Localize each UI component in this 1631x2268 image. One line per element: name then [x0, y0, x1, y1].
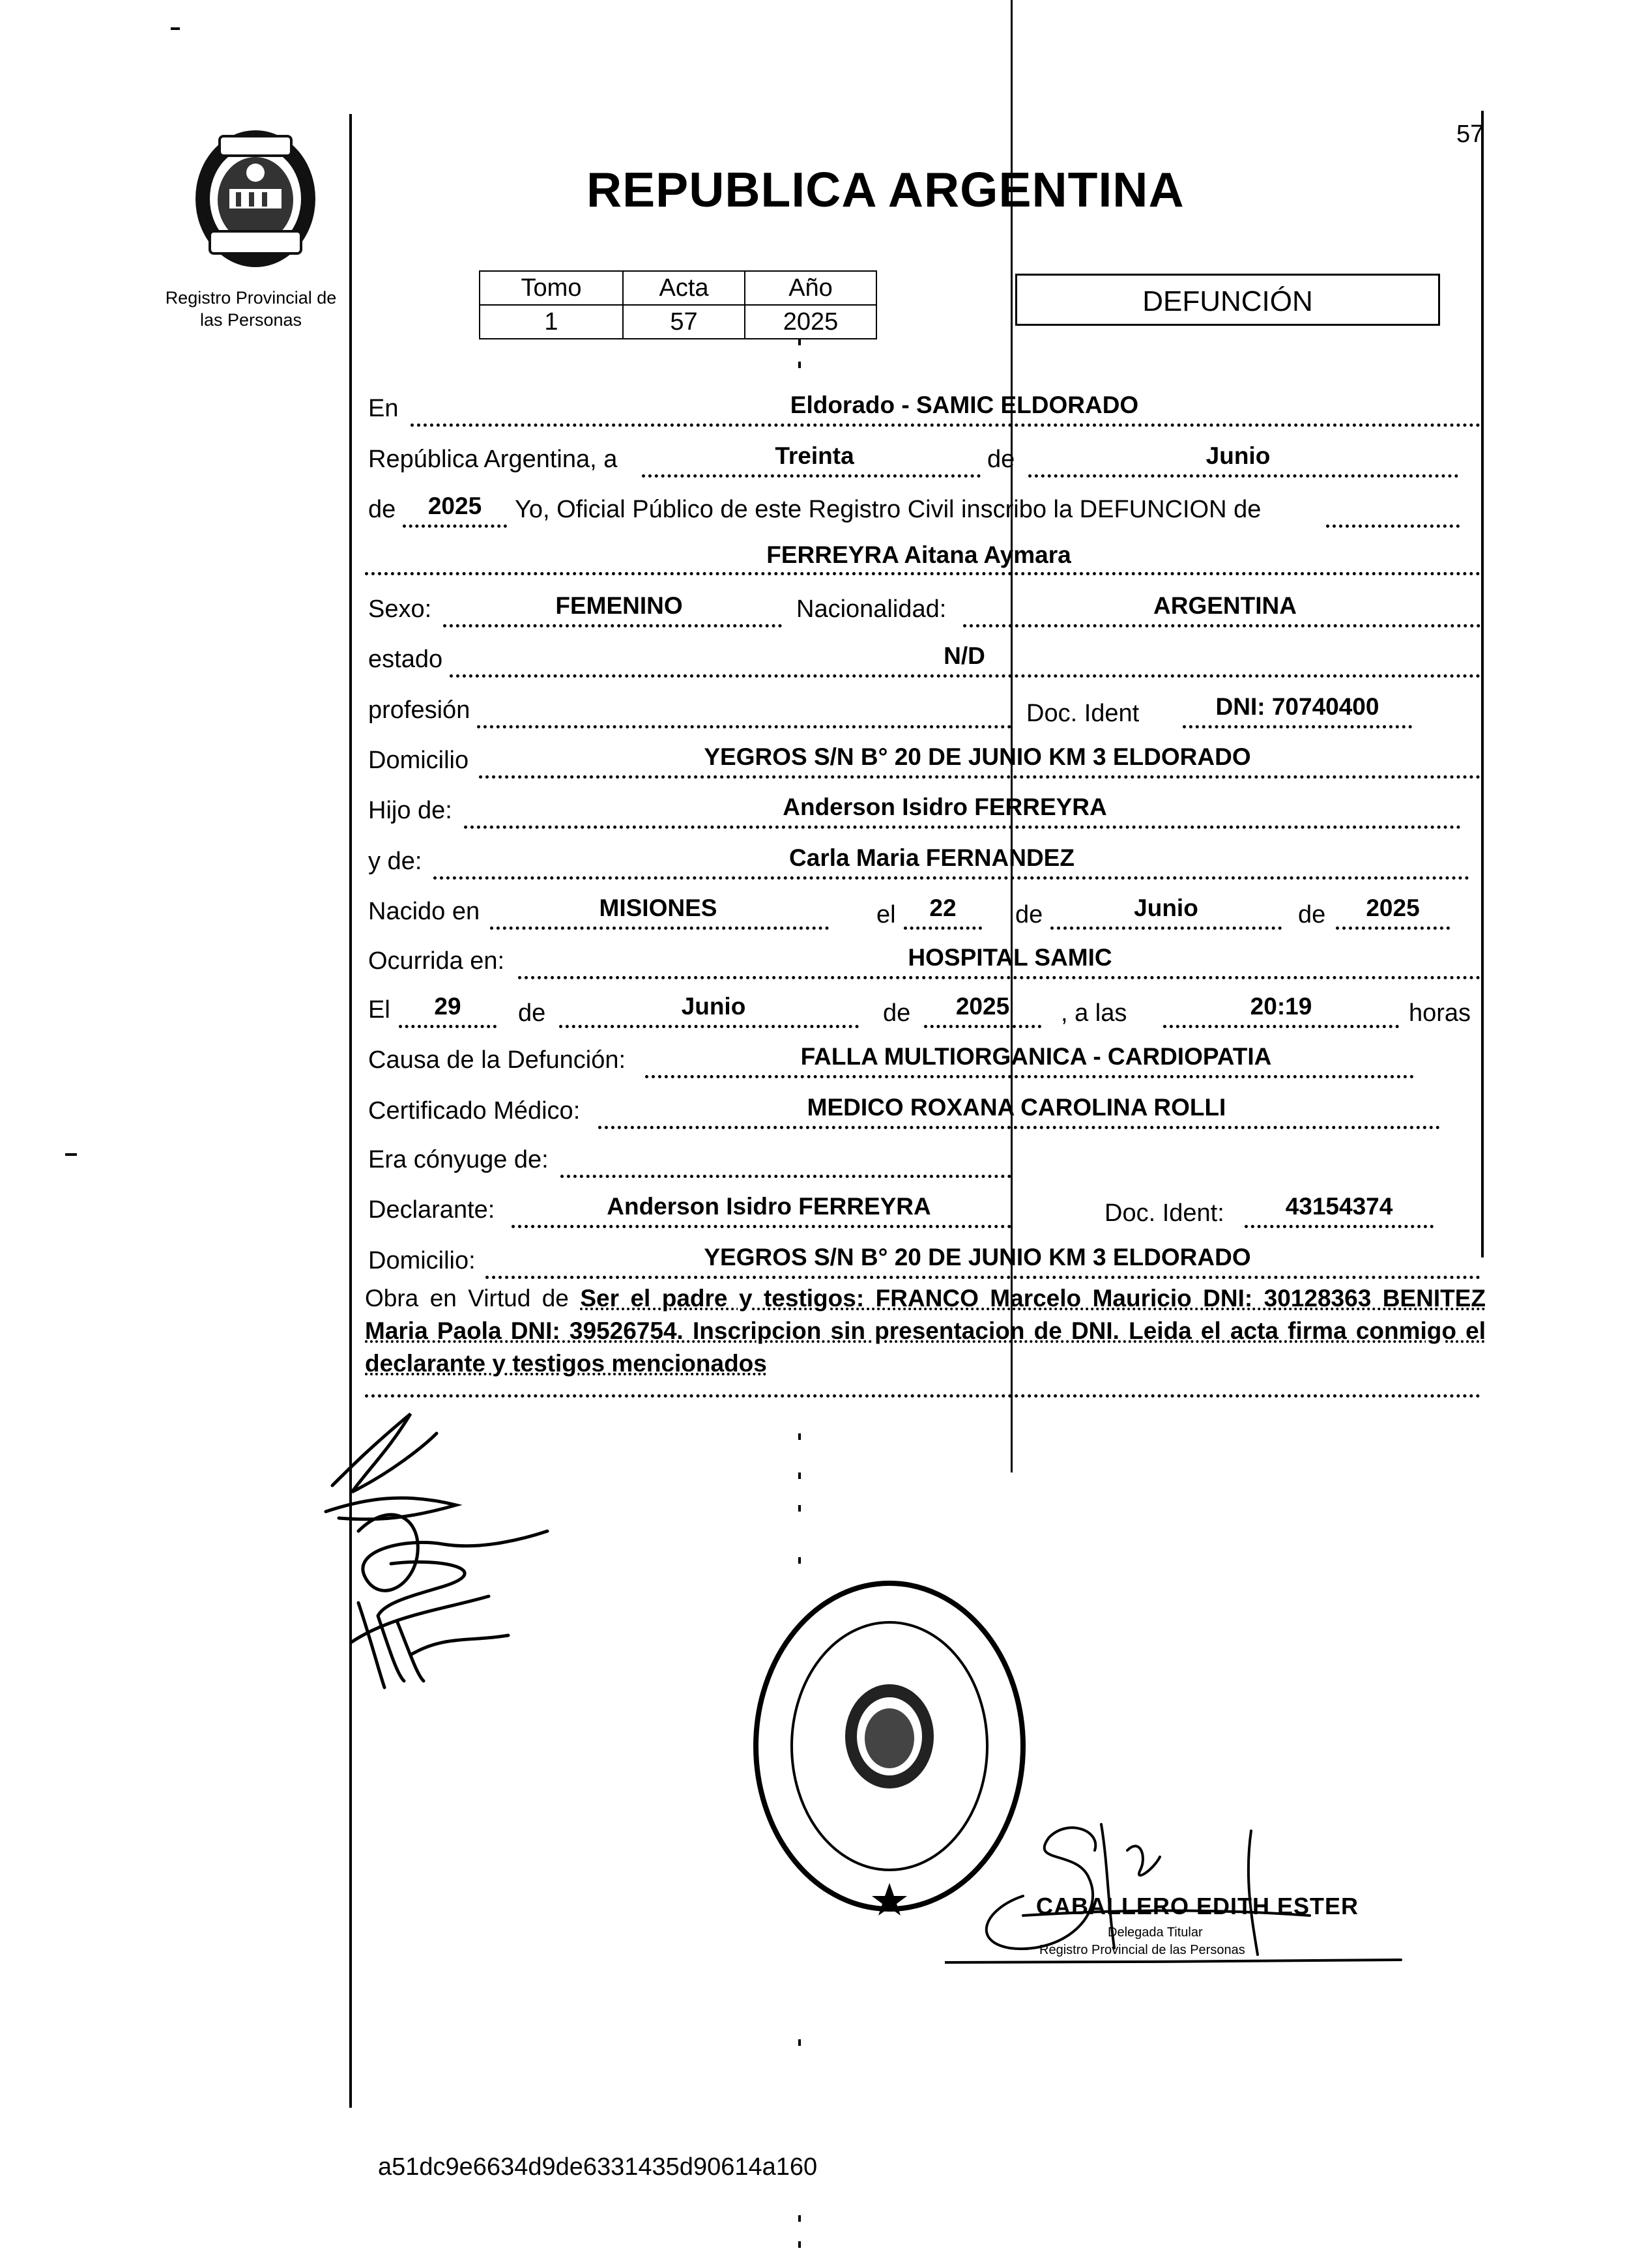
- stamp-role: Delegada Titular: [1108, 1925, 1203, 1940]
- value-certificado: MEDICO ROXANA CAROLINA ROLLI: [807, 1094, 1226, 1121]
- label-domicilio: Domicilio: [368, 747, 469, 774]
- acta-header: Acta: [623, 271, 745, 305]
- value-padre: Anderson Isidro FERREYRA: [783, 794, 1107, 820]
- scan-mark: [798, 1505, 801, 1512]
- scan-mark: [798, 362, 801, 368]
- label-en: En: [368, 395, 399, 422]
- registry-table-header-row: [480, 271, 876, 305]
- dotted-line: [1163, 1025, 1399, 1028]
- value-nacionalidad: ARGENTINA: [1153, 592, 1297, 619]
- dotted-line: [645, 1075, 1414, 1078]
- value-anio: 2025: [427, 493, 482, 519]
- value-declarante-doc: 43154374: [1285, 1193, 1393, 1220]
- dotted-line: [642, 474, 981, 478]
- dotted-line: [560, 1175, 1011, 1178]
- label-causa: Causa de la Defunción:: [368, 1046, 626, 1074]
- value-def-anio: 2025: [955, 993, 1010, 1020]
- value-domicilio: YEGROS S/N B° 20 DE JUNIO KM 3 ELDORADO: [704, 743, 1251, 770]
- label-ocurrida-en: Ocurrida en:: [368, 947, 505, 975]
- label-certificado: Certificado Médico:: [368, 1097, 581, 1125]
- value-madre: Carla Maria FERNANDEZ: [789, 844, 1075, 871]
- label-yo-oficial: Yo, Oficial Público de este Registro Civil inscribo la DEFUNCION de: [515, 496, 1262, 523]
- value-declarante-domicilio: YEGROS S/N B° 20 DE JUNIO KM 3 ELDORADO: [704, 1244, 1251, 1270]
- dotted-line: [1183, 725, 1412, 728]
- dotted-line: [1050, 926, 1282, 930]
- value-nac-anio: 2025: [1366, 895, 1420, 921]
- label-sexo: Sexo:: [368, 596, 432, 623]
- value-def-mes: Junio: [681, 993, 746, 1020]
- anio-header: Año: [745, 271, 876, 305]
- value-obra-texto: Ser el padre y testigos: FRANCO Marcelo Mauricio DNI: 30128363 BENITEZ Maria Paola DNI: 39526754. Inscripcion sin presentacion de DNI. Leida el acta firma conmigo el declarante y testigos mencionados: [365, 1285, 1486, 1377]
- left-margin-line: [349, 114, 352, 2108]
- label-de: de: [1015, 901, 1043, 928]
- scan-mark: [798, 1472, 801, 1479]
- dotted-line: [450, 674, 1480, 678]
- label-de: de: [883, 999, 911, 1027]
- page-number: 57: [1456, 121, 1484, 148]
- label-declarante: Declarante:: [368, 1196, 495, 1224]
- dotted-line: [485, 1276, 1480, 1279]
- dotted-line: [1326, 524, 1460, 528]
- tomo-header: Tomo: [480, 271, 623, 305]
- registry-table-value-row: [480, 305, 876, 339]
- value-nac-dia: 22: [929, 895, 957, 921]
- label-a-las: , a las: [1061, 999, 1127, 1027]
- label-estado: estado: [368, 646, 443, 673]
- label-conyuge: Era cónyuge de:: [368, 1146, 549, 1173]
- label-de: de: [987, 446, 1015, 473]
- obra-en-virtud-paragraph: [365, 1282, 1486, 1380]
- dotted-line: [1245, 1225, 1434, 1228]
- provincial-logo-icon: [190, 127, 321, 277]
- label-nacionalidad: Nacionalidad:: [796, 596, 947, 623]
- document-type-box: DEFUNCIÓN: [1015, 274, 1440, 326]
- scan-mark: [798, 339, 801, 345]
- value-def-dia: 29: [434, 993, 461, 1020]
- anio-value: 2025: [745, 305, 876, 339]
- dotted-line: [477, 725, 1011, 728]
- registry-table: [479, 270, 877, 339]
- label-republica: República Argentina, a: [368, 446, 618, 473]
- dotted-line: [479, 775, 1480, 779]
- value-causa: FALLA MULTIORGANICA - CARDIOPATIA: [800, 1043, 1272, 1070]
- dotted-line: [512, 1225, 1011, 1228]
- scan-mark: [65, 1153, 77, 1156]
- value-declarante: Anderson Isidro FERREYRA: [607, 1193, 931, 1220]
- page-title: REPUBLICA ARGENTINA: [586, 162, 1185, 217]
- dotted-line: [403, 524, 507, 528]
- value-dia: Treinta: [775, 442, 854, 469]
- scan-mark: [798, 1433, 801, 1440]
- right-margin-line: [1481, 111, 1484, 1257]
- scan-mark: [798, 2215, 801, 2222]
- dotted-line: [924, 1025, 1041, 1028]
- value-def-hora: 20:19: [1250, 993, 1312, 1020]
- label-y-de: y de:: [368, 848, 422, 875]
- scan-mark: [798, 2241, 801, 2248]
- value-lugar: Eldorado - SAMIC ELDORADO: [790, 392, 1139, 418]
- acta-value: 57: [623, 305, 745, 339]
- label-el: el: [876, 901, 896, 928]
- value-ocurrida-en: HOSPITAL SAMIC: [908, 944, 1112, 971]
- dotted-line: [490, 926, 829, 930]
- stamp-name: CABALLERO EDITH ESTER: [1036, 1893, 1359, 1919]
- dotted-line: [1336, 926, 1450, 930]
- document-hash: a51dc9e6634d9de6331435d90614a160: [378, 2153, 818, 2181]
- dotted-line: [411, 423, 1480, 427]
- value-fallecido: FERREYRA Aitana Aymara: [766, 541, 1071, 568]
- value-nac-mes: Junio: [1134, 895, 1198, 921]
- dotted-line: [365, 1394, 1480, 1398]
- label-de: de: [518, 999, 546, 1027]
- value-dni: DNI: 70740400: [1215, 693, 1379, 720]
- organization-name: [150, 287, 352, 331]
- dotted-line: [433, 876, 1469, 880]
- tomo-value: 1: [480, 305, 623, 339]
- dotted-line: [518, 976, 1480, 979]
- dotted-line: [904, 926, 982, 930]
- label-nacido-en: Nacido en: [368, 898, 480, 925]
- scan-mark: [798, 1557, 801, 1564]
- value-estado: N/D: [944, 642, 985, 669]
- org-line-2: las Personas: [199, 310, 302, 330]
- label-horas: horas: [1409, 999, 1471, 1027]
- left-tick: [171, 27, 180, 30]
- scan-mark: [798, 2039, 801, 2046]
- dotted-line: [464, 825, 1461, 829]
- label-domicilio-2: Domicilio:: [368, 1247, 476, 1274]
- stamp-org: Registro Provincial de las Personas: [1039, 1943, 1245, 1957]
- label-hijo-de: Hijo de:: [368, 797, 452, 824]
- label-de: de: [368, 496, 396, 523]
- org-line-1: Registro Provincial de: [165, 288, 337, 308]
- label-el-cap: El: [368, 996, 390, 1024]
- label-obra: Obra en Virtud de: [365, 1285, 569, 1312]
- value-nacido-en: MISIONES: [599, 895, 717, 921]
- label-de: de: [1298, 901, 1326, 928]
- dotted-line: [598, 1126, 1440, 1129]
- dotted-line: [963, 624, 1480, 627]
- dotted-line: [559, 1025, 859, 1028]
- dotted-line: [443, 624, 782, 627]
- dotted-line: [365, 572, 1480, 575]
- value-sexo: FEMENINO: [555, 592, 683, 619]
- value-mes: Junio: [1205, 442, 1271, 469]
- witness-signatures-icon: [313, 1407, 560, 1694]
- label-doc-ident: Doc. Ident: [1026, 700, 1140, 727]
- dotted-line: [399, 1025, 497, 1028]
- label-doc-ident-2: Doc. Ident:: [1104, 1199, 1224, 1227]
- label-profesion: profesión: [368, 696, 470, 724]
- dotted-line: [1028, 474, 1458, 478]
